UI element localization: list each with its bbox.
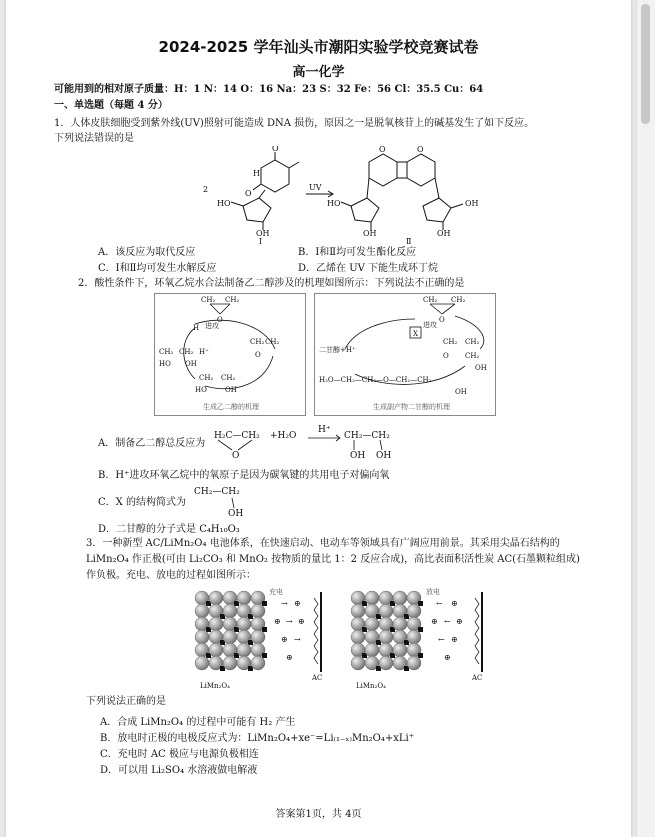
lattice-sphere — [223, 656, 237, 670]
right-oh-2: OH — [455, 388, 467, 396]
lattice-sphere — [209, 617, 223, 631]
ac-label-2: AC — [472, 674, 483, 682]
q1-ho-label-2: HO — [327, 199, 341, 208]
q2a-product: CH₂—CH₂ — [344, 431, 390, 441]
q1-arrow-label: UV — [309, 183, 322, 192]
right-diglycol: 二甘醇+H⁺ — [319, 346, 356, 354]
q2a-oh-1: OH — [350, 451, 366, 461]
lattice-sphere — [379, 656, 393, 670]
left-h-label: H — [193, 324, 200, 332]
q2-option-b: B．H⁺进攻环氧乙烷中的氧原子是因为碳氧键的共用电子对偏向氧 — [98, 470, 390, 481]
q2c-oh: OH — [228, 509, 244, 518]
cation-icon: ⊕ — [274, 617, 281, 626]
q1-stem-line2: 下列说法错误的是 — [54, 133, 134, 144]
lithium-ion-site — [262, 653, 267, 658]
left-ch2-8: CH₂ — [221, 374, 236, 382]
left-oh-2: OH — [225, 386, 237, 394]
ion-flow-arrow-icon: ← — [436, 599, 443, 608]
lattice-sphere — [351, 656, 365, 670]
ion-flow-arrow-icon: ← — [438, 635, 445, 644]
limn2o4-label-1: LiMn₂O₄ — [200, 682, 230, 690]
q1-oh-label-3: OH — [437, 229, 451, 238]
right-ch2-4: CH₂ — [465, 338, 480, 346]
right-box-caption: 生成副产物二甘醇的机理 — [373, 403, 450, 411]
scrollbar-thumb[interactable] — [641, 4, 650, 124]
right-o-2: O — [443, 352, 449, 360]
left-ch2-7: CH₂ — [199, 374, 214, 382]
lattice-sphere — [351, 604, 365, 618]
left-ch2-2: CH₂ — [225, 296, 240, 304]
deoxyribose-ring-1 — [243, 198, 271, 222]
ion-flow-arrow-icon: ← — [444, 617, 451, 626]
left-hplus: H⁺ — [199, 348, 209, 356]
lattice-sphere — [379, 630, 393, 644]
lattice-sphere — [393, 617, 407, 631]
exam-page — [6, 0, 631, 837]
dimer-ring-right — [407, 154, 435, 186]
q2a-o: O — [232, 451, 240, 461]
q1-o-label-4: O — [417, 146, 424, 154]
right-chain: H₂O—CH₂—CH₂—O—CH₂—CH₂ — [319, 376, 432, 384]
cyclobutane-ring — [397, 162, 407, 178]
right-oh-1: OH — [475, 364, 487, 372]
lattice-sphere — [407, 604, 421, 618]
lattice-sphere — [393, 643, 407, 657]
lattice-sphere — [223, 604, 237, 618]
q3-option-a: A．合成 LiMn₂O₄ 的过程中可能有 H₂ 产生 — [100, 717, 296, 728]
cation-icon: ⊕ — [431, 617, 438, 626]
lattice-sphere — [237, 591, 251, 605]
q1-option-a: A．该反应为取代反应 — [98, 247, 196, 258]
limn2o4-lattice-charge — [195, 591, 267, 671]
q2-option-c-structure — [192, 482, 262, 518]
q1-label-ii: Ⅱ — [406, 237, 412, 244]
lattice-sphere — [223, 630, 237, 644]
q1-oh-label-2: OH — [363, 229, 377, 238]
lattice-sphere — [195, 630, 209, 644]
q1-coefficient: 2 — [203, 185, 209, 194]
q2a-water: +H₂O — [270, 431, 297, 441]
q1-option-d: D．乙烯在 UV 下能生成环丁烷 — [298, 263, 439, 274]
cycle-arrow-2 — [205, 356, 273, 389]
q1-stem-line1: 1．人体皮肤细胞受到紫外线(UV)照射可能造成 DNA 损伤，原因之一是脱氧核苷上的碱基发生了如下反应。 — [54, 118, 535, 129]
left-oh-1: OH — [185, 360, 197, 368]
lattice-sphere — [195, 656, 209, 670]
right-ch2-2: CH₂ — [451, 296, 466, 304]
lattice-sphere — [351, 630, 365, 644]
q2-mechanism-left-box — [154, 293, 306, 416]
ion-flow-arrow-icon: → — [286, 617, 293, 626]
q1-reaction-scheme — [201, 146, 491, 244]
cation-icon: ⊕ — [286, 653, 293, 662]
ac-label-1: AC — [312, 674, 323, 682]
limn2o4-label-2: LiMn₂O₄ — [356, 682, 386, 690]
q1-oh-label-4: OH — [465, 199, 479, 208]
lattice-sphere — [237, 643, 251, 657]
left-ch2-5: CH₂ — [159, 348, 174, 356]
q1-o-label-1: O — [272, 146, 279, 153]
q2-option-a-prefix: A．制备乙二醇总反应为 — [98, 438, 206, 449]
page-footer: 答案第1页，共 4页 — [275, 809, 362, 820]
ion-flow-arrow-icon: → — [281, 599, 288, 608]
q1-ho-label-1: HO — [217, 199, 231, 208]
q3-option-b: B．放电时正极的电极反应式为：LiMn₂O₄+xe⁻=Li₍₁₋ₓ₎Mn₂O₄+xLi⁺ — [100, 733, 414, 744]
lattice-sphere — [365, 643, 379, 657]
right-arrow-3 — [345, 319, 415, 349]
lithium-ion-site — [262, 601, 267, 606]
lattice-sphere — [407, 656, 421, 670]
atomic-masses: 可能用到的相对原子质量：H：1 N：14 O：16 Na：23 S：32 Fe：56 Cl：35.5 Cu：64 — [54, 84, 484, 95]
q1-label-i: Ⅰ — [259, 237, 263, 244]
cation-icon: ⊕ — [298, 617, 305, 626]
q1-o-label-3: O — [379, 146, 386, 154]
q3-option-c: C．充电时 AC 极应与电源负极相连 — [100, 749, 259, 760]
q2a-catalyst: H⁺ — [318, 425, 331, 435]
section-heading: 一、单选题（每题 4 分） — [54, 100, 168, 111]
q3-stem-line3: 作负极。充电、放电的过程如图所示： — [86, 570, 256, 581]
q1-option-b: B．Ⅰ和Ⅱ均可发生酯化反应 — [298, 247, 417, 258]
q3-option-d: D．可以用 Li₂SO₄ 水溶液做电解液 — [100, 765, 258, 776]
lattice-sphere — [379, 604, 393, 618]
q2-stem: 2．酸性条件下，环氧乙烷水合法制备乙二醇涉及的机理如图所示：下列说法不正确的是 — [78, 278, 465, 289]
right-ch2-3: CH₂ — [443, 338, 458, 346]
left-o-2: O — [255, 351, 261, 359]
cation-icon: ⊕ — [451, 599, 458, 608]
left-ch2-3: CH₂ — [250, 338, 265, 346]
cation-icon: ⊕ — [294, 599, 301, 608]
thymine-ring — [261, 160, 289, 192]
lattice-sphere — [407, 630, 421, 644]
cation-icon: ⊕ — [456, 617, 463, 626]
page-subtitle: 高一化学 — [292, 65, 345, 80]
left-ch2-4: CH₂ — [265, 338, 280, 346]
lattice-sphere — [251, 604, 265, 618]
left-ch2-6: CH₂ — [179, 348, 194, 356]
q1-oh-label-1: OH — [256, 229, 270, 238]
q3-stem-line1: 3．一种新型 AC/LiMn₂O₄ 电池体系，在快速启动、电动车等领域具有广阔应用前景。其采用尖晶石结构的 — [86, 538, 560, 549]
lithium-ion-site — [418, 601, 423, 606]
right-ch2-5: CH₂ — [465, 352, 480, 360]
deoxyribose-ring-3 — [423, 198, 451, 222]
left-ho-1: HO — [159, 360, 171, 368]
deoxyribose-ring-2 — [351, 198, 379, 222]
lattice-sphere — [209, 643, 223, 657]
cation-icon: ⊕ — [281, 635, 288, 644]
q1-o-label-2: O — [245, 189, 252, 198]
q2-mechanism-right-box — [314, 293, 496, 416]
right-ch2-1: CH₂ — [423, 296, 438, 304]
charge-label: 充电 — [269, 588, 283, 596]
vertical-scrollbar[interactable] — [636, 0, 655, 837]
lattice-sphere — [365, 617, 379, 631]
lattice-sphere — [365, 591, 379, 605]
right-o-1: O — [439, 316, 445, 324]
q3-stem-line2: LiMn₂O₄ 作正极(可由 Li₂CO₃ 和 MnO₂ 按物质的量比 1：2 反应合成)，高比表面积活性炭 AC(石墨颗粒组成) — [86, 554, 580, 565]
q2-option-a-equation — [210, 422, 400, 462]
left-o-1: O — [217, 316, 223, 324]
dimer-ring-left — [369, 154, 397, 186]
lattice-sphere — [209, 591, 223, 605]
q3-battery-figure — [186, 584, 496, 692]
discharge-label: 放电 — [426, 588, 440, 596]
q2a-reactant: H₂C—CH₂ — [214, 431, 260, 441]
left-box-caption: 生成乙二醇的机理 — [203, 403, 259, 411]
left-ho-2: HO — [195, 386, 207, 394]
cation-icon: ⊕ — [444, 653, 451, 662]
left-attack-label: 进攻 — [205, 322, 219, 330]
lattice-sphere — [195, 604, 209, 618]
lithium-ion-site — [418, 627, 423, 632]
right-attack-label: 进攻 — [423, 321, 437, 329]
q1-option-c: C．Ⅰ和Ⅱ均可发生水解反应 — [98, 263, 217, 274]
ion-flow-arrow-icon: → — [294, 635, 301, 644]
cation-icon: ⊕ — [451, 635, 458, 644]
lattice-sphere — [251, 656, 265, 670]
q3-question: 下列说法正确的是 — [86, 696, 166, 707]
limn2o4-lattice-discharge — [351, 591, 423, 671]
q2-option-c-prefix: C．X 的结构简式为 — [98, 497, 186, 508]
lithium-ion-site — [262, 627, 267, 632]
lattice-sphere — [251, 630, 265, 644]
q2-option-d: D．二甘醇的分子式是 C₄H₁₀O₃ — [98, 524, 240, 535]
q2c-struct: CH₂—CH₂ — [194, 487, 240, 497]
left-ch2-1: CH₂ — [201, 296, 216, 304]
q1-nh-label: H — [253, 169, 260, 178]
q2a-oh-2: OH — [376, 451, 392, 461]
page-title: 2024-2025 学年汕头市潮阳实验学校竞赛试卷 — [158, 38, 479, 56]
lattice-sphere — [393, 591, 407, 605]
lithium-ion-site — [418, 653, 423, 658]
lattice-sphere — [237, 617, 251, 631]
right-x-label: X — [413, 330, 418, 338]
